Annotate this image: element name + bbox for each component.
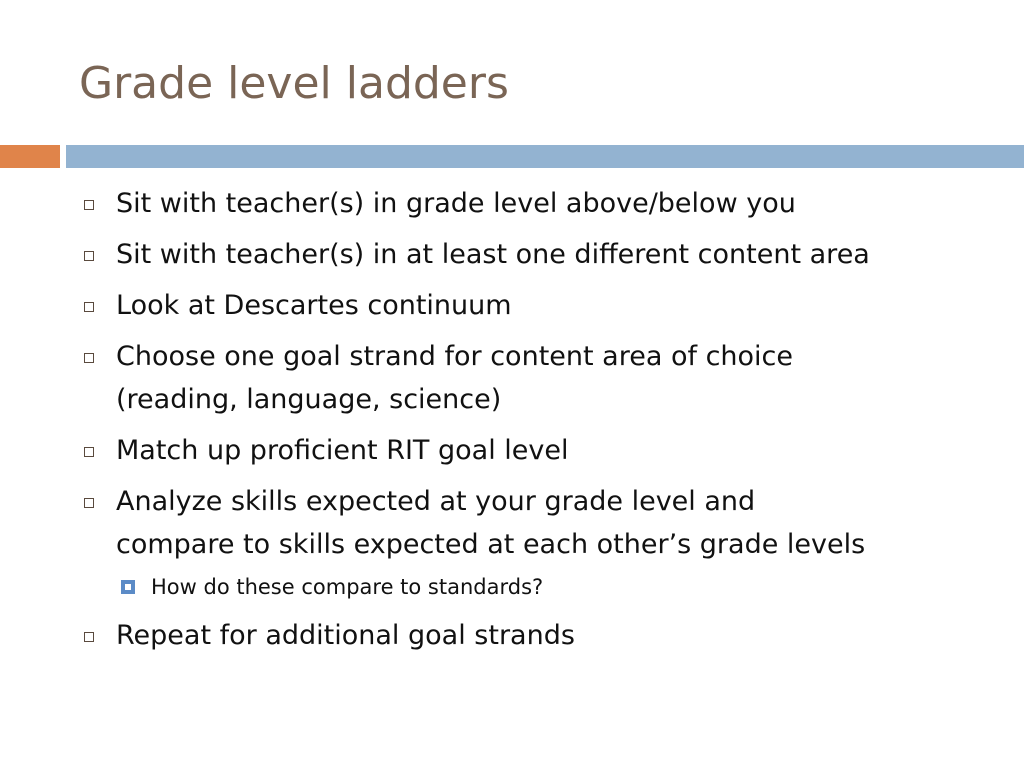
- bullet-text: Sit with teacher(s) in grade level above/below you: [116, 188, 796, 219]
- bullet-item: [80, 335, 1010, 421]
- hollow-square-icon: [84, 353, 94, 363]
- bullet-item: [80, 614, 1010, 657]
- bullet-text: Look at Descartes continuum: [116, 290, 512, 321]
- bullet-text: Match up proficient RIT goal level: [116, 435, 569, 466]
- bullet-text-line: compare to skills expected at each other’s grade levels: [116, 529, 866, 560]
- hollow-square-icon: [84, 302, 94, 312]
- bullet-text: Sit with teacher(s) in at least one different content area: [116, 239, 870, 270]
- bullet-text: Repeat for additional goal strands: [116, 620, 575, 651]
- hollow-square-icon: [84, 632, 94, 642]
- bullet-item: [80, 233, 1010, 276]
- bullet-list: [80, 182, 1010, 665]
- title-underline-bar: [66, 145, 1024, 168]
- bullet-item: [80, 182, 1010, 225]
- bullet-text-line: Choose one goal strand for content area of choice: [116, 341, 794, 372]
- sub-bullet-item: [80, 572, 1010, 602]
- slide-title: Grade level ladders: [79, 58, 509, 109]
- sub-bullet-text: How do these compare to standards?: [151, 575, 544, 599]
- hollow-square-icon: [84, 498, 94, 508]
- bullet-item: [80, 284, 1010, 327]
- bullet-item: [80, 429, 1010, 472]
- bullet-item: [80, 480, 1010, 566]
- bullet-text-line: (reading, language, science): [116, 384, 502, 415]
- accent-bar: [0, 145, 60, 168]
- filled-square-icon: [121, 580, 135, 594]
- hollow-square-icon: [84, 200, 94, 210]
- hollow-square-icon: [84, 251, 94, 261]
- hollow-square-icon: [84, 447, 94, 457]
- bullet-text-line: Analyze skills expected at your grade level and: [116, 486, 756, 517]
